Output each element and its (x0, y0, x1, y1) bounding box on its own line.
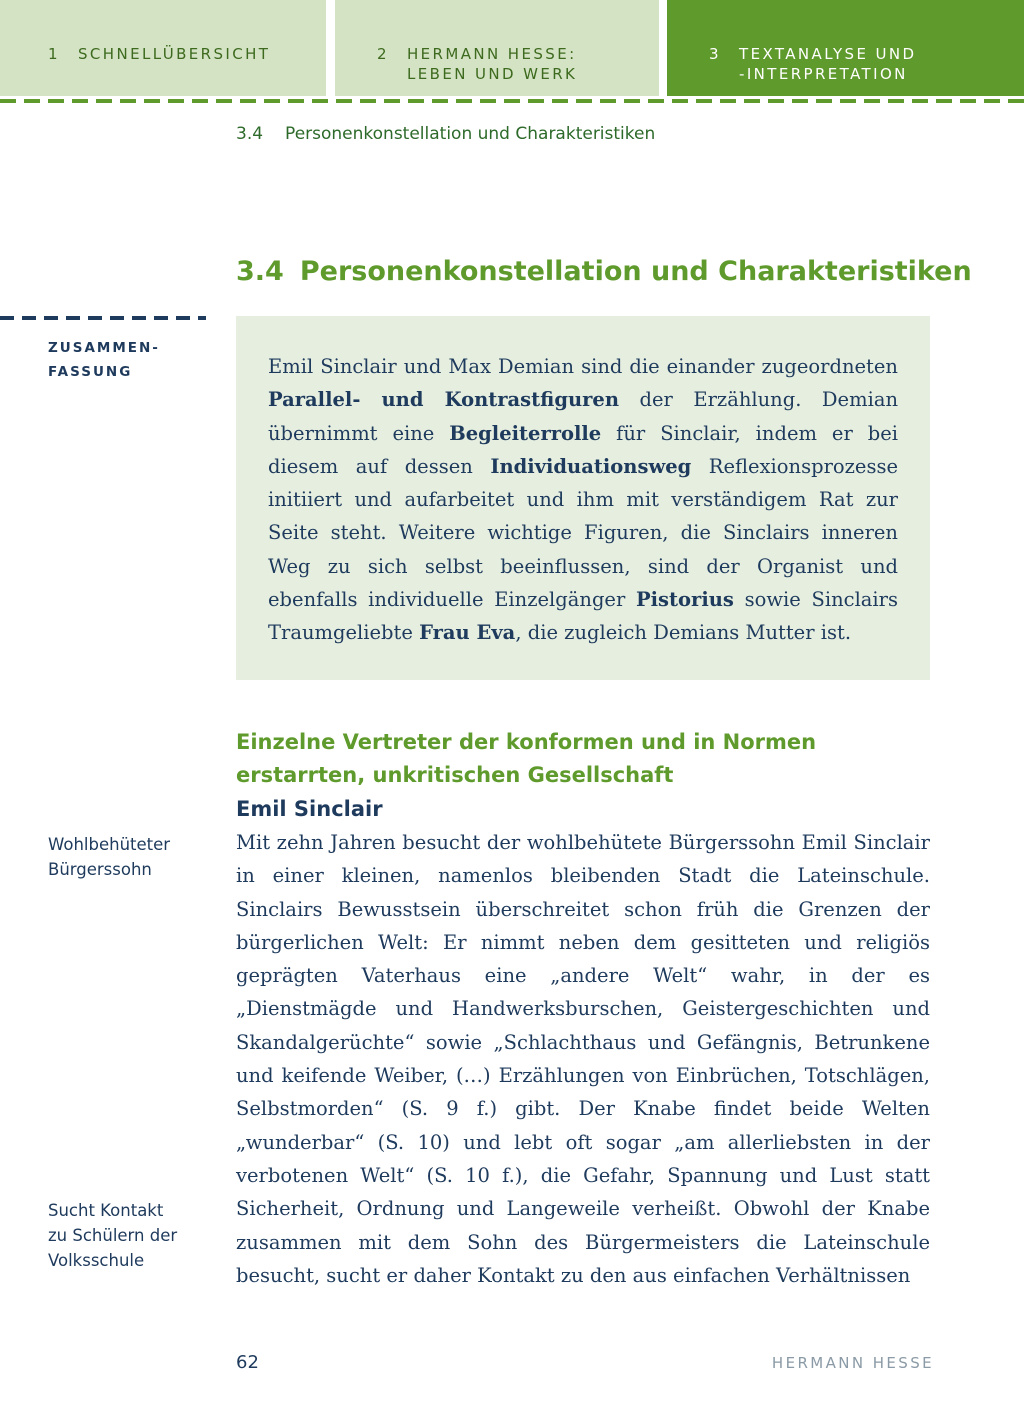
margin-note-line: zu Schülern der (48, 1226, 178, 1245)
margin-note-line: Bürgerssohn (48, 860, 152, 879)
section-number: 3.4 (236, 256, 284, 287)
summary-run: für Sinclair, indem er bei diesem auf dessen (268, 421, 898, 478)
chapter-tabs (0, 0, 1024, 96)
summary-keyword: Frau Eva (419, 621, 516, 645)
summary-keyword: Individuationsweg (490, 454, 692, 478)
summary-sidebar-label (48, 336, 160, 384)
tab-label-line: -INTERPRETATION (739, 65, 908, 83)
tab-number: 1 (48, 45, 60, 63)
tab-textanalyse-active[interactable] (667, 0, 1024, 96)
summary-run: Emil Sinclair und Max Demian sind die einander zugeordneten (268, 355, 898, 378)
summary-keyword: Begleiterrolle (449, 421, 602, 445)
tab-schnelluebersicht[interactable] (0, 0, 326, 96)
summary-text (268, 350, 898, 650)
summary-run: Reflexionsprozesse initiiert und aufarbeitet und ihm mit verständigem Rat zur Seite steht. Weitere wichtige Figuren, die Sinclairs inneren Weg zu sich selbst beeinflussen, sind der Organist und ebenfalls individuelle Einzelgänger (268, 454, 899, 612)
margin-note (48, 832, 218, 882)
running-head-title: Personenkonstellation und Charakteristiken (285, 124, 656, 144)
sidebar-dashed-divider (0, 316, 206, 320)
running-head-number: 3.4 (236, 124, 264, 144)
running-head (236, 124, 655, 144)
summary-keyword: Pistorius (635, 588, 734, 612)
tab-label-line: TEXTANALYSE UND (739, 45, 917, 63)
tab-label-line: HERMANN HESSE: (407, 45, 577, 63)
body-paragraph: Mit zehn Jahren besucht der wohlbehütete Bürgerssohn Emil Sinclair in einer kleinen, namenlos bleibenden Stadt die Lateinschule. Sinclairs Bewusstsein überschreitet schon früh die Grenzen der bürgerlichen Welt: Er nimmt neben dem gesitteten und religiös geprägten Vaterhaus eine „andere Welt“ wahr, in der es „Dienstmägde und Handwerksburschen, Geistergeschichten und Skandalgerüchte“ sowie „Schlachthaus und Gefängnis, Betrunkene und keifende Weiber, (…) Erzählungen von Einbrüchen, Totschlägen, Selbstmorden“ (S. 9 f.) gibt. Der Knabe findet beide Welten „wunderbar“ (S. 10) und lebt oft sogar „am allerliebsten in der verbotenen Welt“ (S. 10 f.), die Gefahr, Spannung und Lust statt Sicherheit, Ordnung und Langeweile verheißt. Obwohl der Knabe zusammen mit dem Sohn des Bürgermeisters die Lateinschule besucht, sucht er daher Kontakt zu den aus einfachen Verhältnissen (236, 831, 930, 1287)
summary-run: , die zugleich Demians Mutter ist. (515, 621, 852, 645)
sidebar-label-line: ZUSAMMEN- (48, 340, 160, 356)
summary-box (236, 316, 930, 680)
subsection-heading: Einzelne Vertreter der konformen und in Normen erstarrten, unkritischen Gesellschaft (236, 730, 817, 787)
margin-note-line: Volksschule (48, 1251, 145, 1270)
tab-leben-und-werk[interactable] (335, 0, 659, 96)
margin-note-line: Sucht Kontakt (48, 1201, 164, 1220)
tab-label (407, 44, 577, 84)
sidebar-label-line: FASSUNG (48, 364, 133, 380)
section-title (236, 256, 972, 287)
tab-number: 2 (377, 45, 389, 63)
tab-label-line: LEBEN UND WERK (407, 65, 578, 83)
tab-label: SCHNELLÜBERSICHT (78, 45, 271, 63)
page-number: 62 (236, 1352, 259, 1373)
summary-run: der Erzählung. Demian übernimmt eine (268, 388, 898, 445)
person-heading: Emil Sinclair (236, 797, 383, 821)
margin-note-line: Wohlbehüteter (48, 835, 171, 854)
summary-keyword: Parallel- und Kontrastfiguren (268, 388, 620, 412)
header-dashed-divider (0, 99, 1024, 103)
section-title-text: Personenkonstellation und Charakteristiken (299, 256, 972, 287)
summary-run: sowie Sinclairs Traumgeliebte (268, 588, 898, 645)
footer-author: HERMANN HESSE (771, 1354, 934, 1372)
tab-number: 3 (709, 45, 721, 63)
margin-note (48, 1198, 218, 1273)
tab-label (739, 44, 916, 84)
